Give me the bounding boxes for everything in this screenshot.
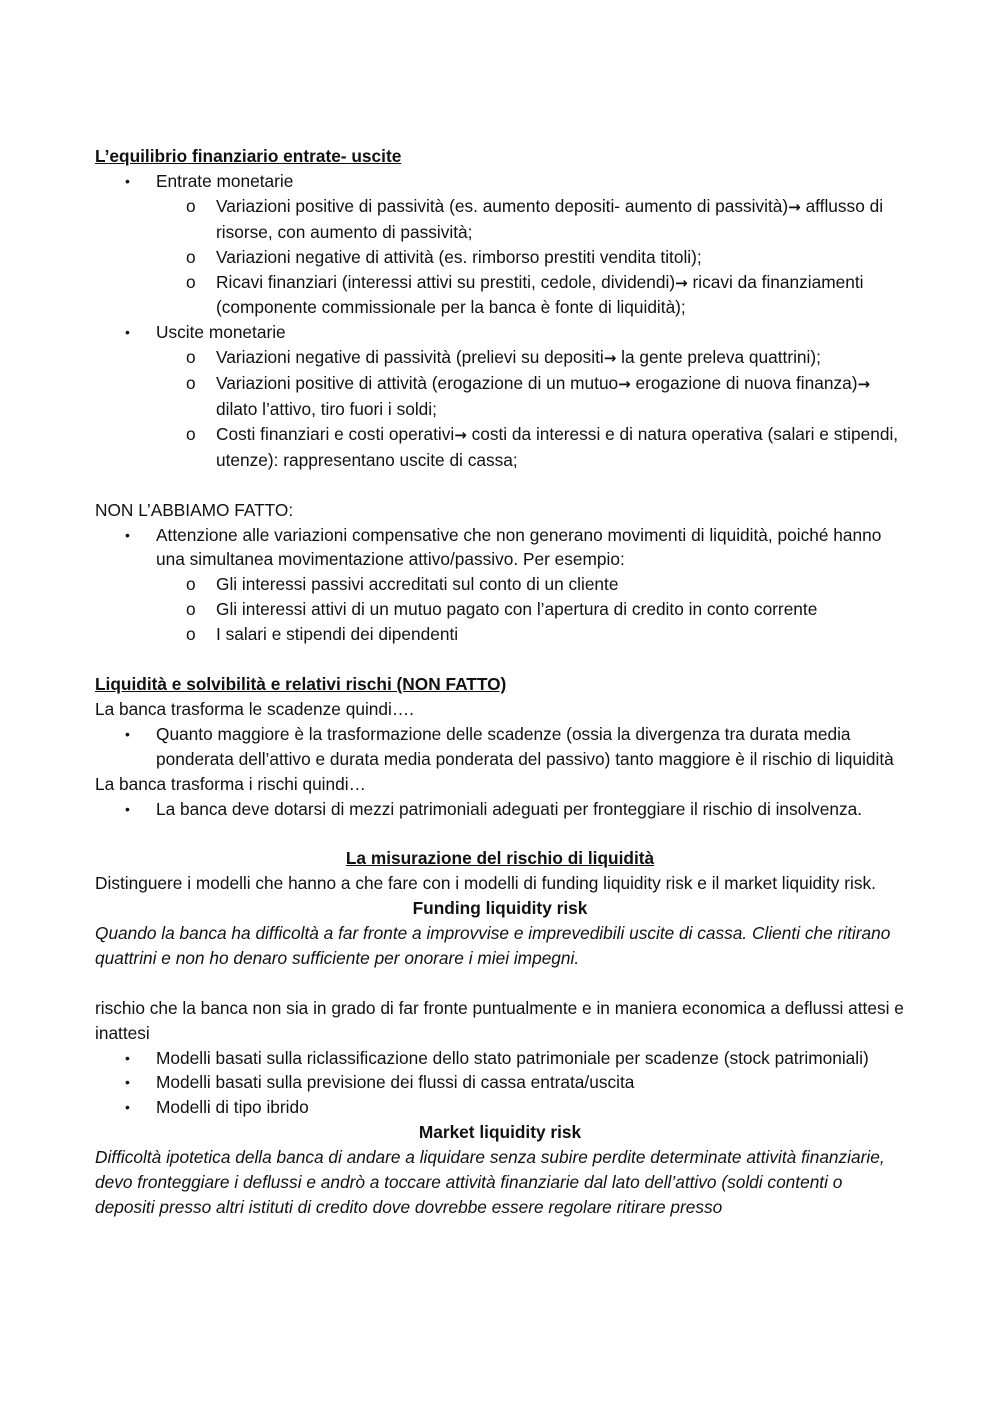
sub-marker: o [186, 347, 196, 368]
paragraph: rischio che la banca non sia in grado di far fronte puntualmente e in maniera economica a deflussi attesi e inattesi [95, 997, 904, 1043]
list-item [95, 1095, 905, 1120]
paragraph: La banca trasforma i rischi quindi… [95, 773, 366, 794]
equilibrio-list [95, 169, 905, 473]
bullet-marker: • [125, 800, 130, 817]
arrow-icon: → [618, 375, 631, 394]
section-title-misurazione: La misurazione del rischio di liquidità [345, 848, 655, 869]
sub-marker: o [186, 574, 196, 595]
item-text: Variazioni negative di passività (prelievi su depositi [216, 347, 604, 368]
section-title-equilibrio: L’equilibrio finanziario entrate- uscite [95, 146, 402, 166]
sublist-item [95, 194, 905, 245]
entrate-label: Entrate monetarie [156, 170, 294, 191]
sub-marker: o [186, 624, 196, 645]
bullet-marker: • [125, 526, 130, 543]
arrow-icon: → [788, 197, 801, 216]
uscite-sublist [156, 345, 905, 473]
bullet-marker: • [125, 1099, 130, 1116]
item-text: afflusso di risorse, con aumento di passività; [216, 195, 884, 242]
item-text: Costi finanziari e costi operativi [216, 423, 455, 444]
item-text: Variazioni positive di attività (erogazione di un mutuo [216, 373, 619, 394]
rischi-list [95, 797, 905, 822]
paragraph: Distinguere i modelli che hanno a che fare con i modelli di funding liquidity risk e il market liquidity risk. [95, 873, 876, 894]
paragraph: La banca trasforma le scadenze quindi…. [95, 698, 414, 719]
section-title-liquidita: Liquidità e solvibilità e relativi rischi (NON FATTO) [95, 674, 507, 694]
sublist-item [95, 245, 905, 270]
subsection-title-funding: Funding liquidity risk [412, 898, 588, 919]
arrow-icon: → [675, 273, 688, 292]
sublist-item [95, 572, 905, 597]
sub-marker: o [186, 423, 196, 444]
entrate-sublist [156, 194, 905, 321]
sublist-item [95, 622, 905, 647]
bullet-marker: • [125, 1049, 130, 1066]
document-body [95, 144, 905, 1220]
section-heading-non-fatto: NON L’ABBIAMO FATTO: [95, 499, 294, 520]
item-text: Modelli di tipo ibrido [156, 1097, 309, 1118]
italic-paragraph: Quando la banca ha difficoltà a far fronte a improvvise e imprevedibili uscite di cassa. Clienti che ritirano quattrini e non ho denaro sufficiente per onorare i miei impegni. [95, 923, 891, 968]
italic-paragraph: Difficoltà ipotetica della banca di andare a liquidare senza subire perdite determinate attività finanziarie, devo fronteggiare i deflussi e andrò a toccare attività finanziarie dal lato dell’attivo (soldi contenti o depositi presso altri istituti di credito dove dovrebbe essere regolare ritirare presso [95, 1147, 885, 1217]
bullet-marker: • [125, 172, 130, 189]
modelli-list [95, 1046, 905, 1121]
arrow-icon: → [603, 349, 617, 368]
item-text: costi da interessi e di natura operativa (salari e stipendi, utenze): rappresentano uscite di cassa; [216, 423, 899, 470]
bullet-marker: • [125, 1074, 130, 1091]
list-item [95, 523, 905, 648]
sublist-item [95, 371, 905, 422]
item-text: Quanto maggiore è la trasformazione delle scadenze (ossia la divergenza tra durata media ponderata dell’attivo e durata media ponderata del passivo) tanto maggiore è il rischio di liquidità [156, 723, 894, 769]
item-text: Gli interessi attivi di un mutuo pagato con l’apertura di credito in conto corrente [216, 599, 818, 620]
item-text: Variazioni positive di passività (es. aumento depositi- aumento di passività) [216, 195, 789, 216]
item-text: Gli interessi passivi accreditati sul conto di un cliente [216, 574, 619, 595]
item-text: La banca deve dotarsi di mezzi patrimoniali adeguati per fronteggiare il rischio di insolvenza. [156, 798, 863, 819]
list-item [95, 1070, 905, 1095]
sub-marker: o [186, 599, 196, 620]
item-text: dilato l’attivo, tiro fuori i soldi; [216, 399, 437, 420]
paragraph-spacer [95, 971, 905, 996]
arrow-icon: → [454, 425, 467, 444]
list-item-uscite [95, 320, 905, 472]
sub-marker: o [186, 195, 196, 216]
sub-marker: o [186, 271, 196, 292]
item-text: la gente preleva quattrini); [616, 347, 821, 368]
item-text: ricavi da finanziamenti (componente commissionale per la banca è fonte di liquidità); [216, 271, 864, 318]
arrow-icon: → [857, 375, 871, 394]
item-text: Modelli basati sulla riclassificazione dello stato patrimoniale per scadenze (stock patrimoniali) [156, 1047, 869, 1068]
item-text: Variazioni negative di attività (es. rimborso prestiti vendita titoli); [216, 246, 702, 267]
scadenze-list [95, 722, 905, 772]
uscite-label: Uscite monetarie [156, 322, 286, 343]
subsection-title-market: Market liquidity risk [418, 1122, 582, 1143]
item-text: erogazione di nuova finanza) [630, 373, 858, 394]
list-item [95, 722, 905, 772]
bullet-marker: • [125, 324, 130, 341]
paragraph-spacer [95, 647, 905, 672]
paragraph-spacer [95, 473, 905, 498]
sub-marker: o [186, 246, 196, 267]
item-text: Modelli basati sulla previsione dei flussi di cassa entrata/uscita [156, 1072, 635, 1093]
list-item [95, 1046, 905, 1071]
sublist-item [95, 345, 905, 371]
item-text: Ricavi finanziari (interessi attivi su prestiti, cedole, dividendi) [216, 271, 676, 292]
sublist-item [95, 422, 905, 473]
bullet-marker: • [125, 725, 130, 742]
item-text: I salari e stipendi dei dipendenti [216, 624, 459, 645]
sub-marker: o [186, 373, 196, 394]
sublist-item [95, 270, 905, 321]
list-item-entrate [95, 169, 905, 320]
list-item [95, 797, 905, 822]
variazioni-list [95, 523, 905, 648]
paragraph-spacer [95, 821, 905, 846]
item-text: Attenzione alle variazioni compensative che non generano movimenti di liquidità, poiché hanno una simultanea movimentazione attivo/passivo. Per esempio: [156, 524, 882, 570]
variazioni-sublist [156, 572, 905, 647]
sublist-item [95, 597, 905, 622]
